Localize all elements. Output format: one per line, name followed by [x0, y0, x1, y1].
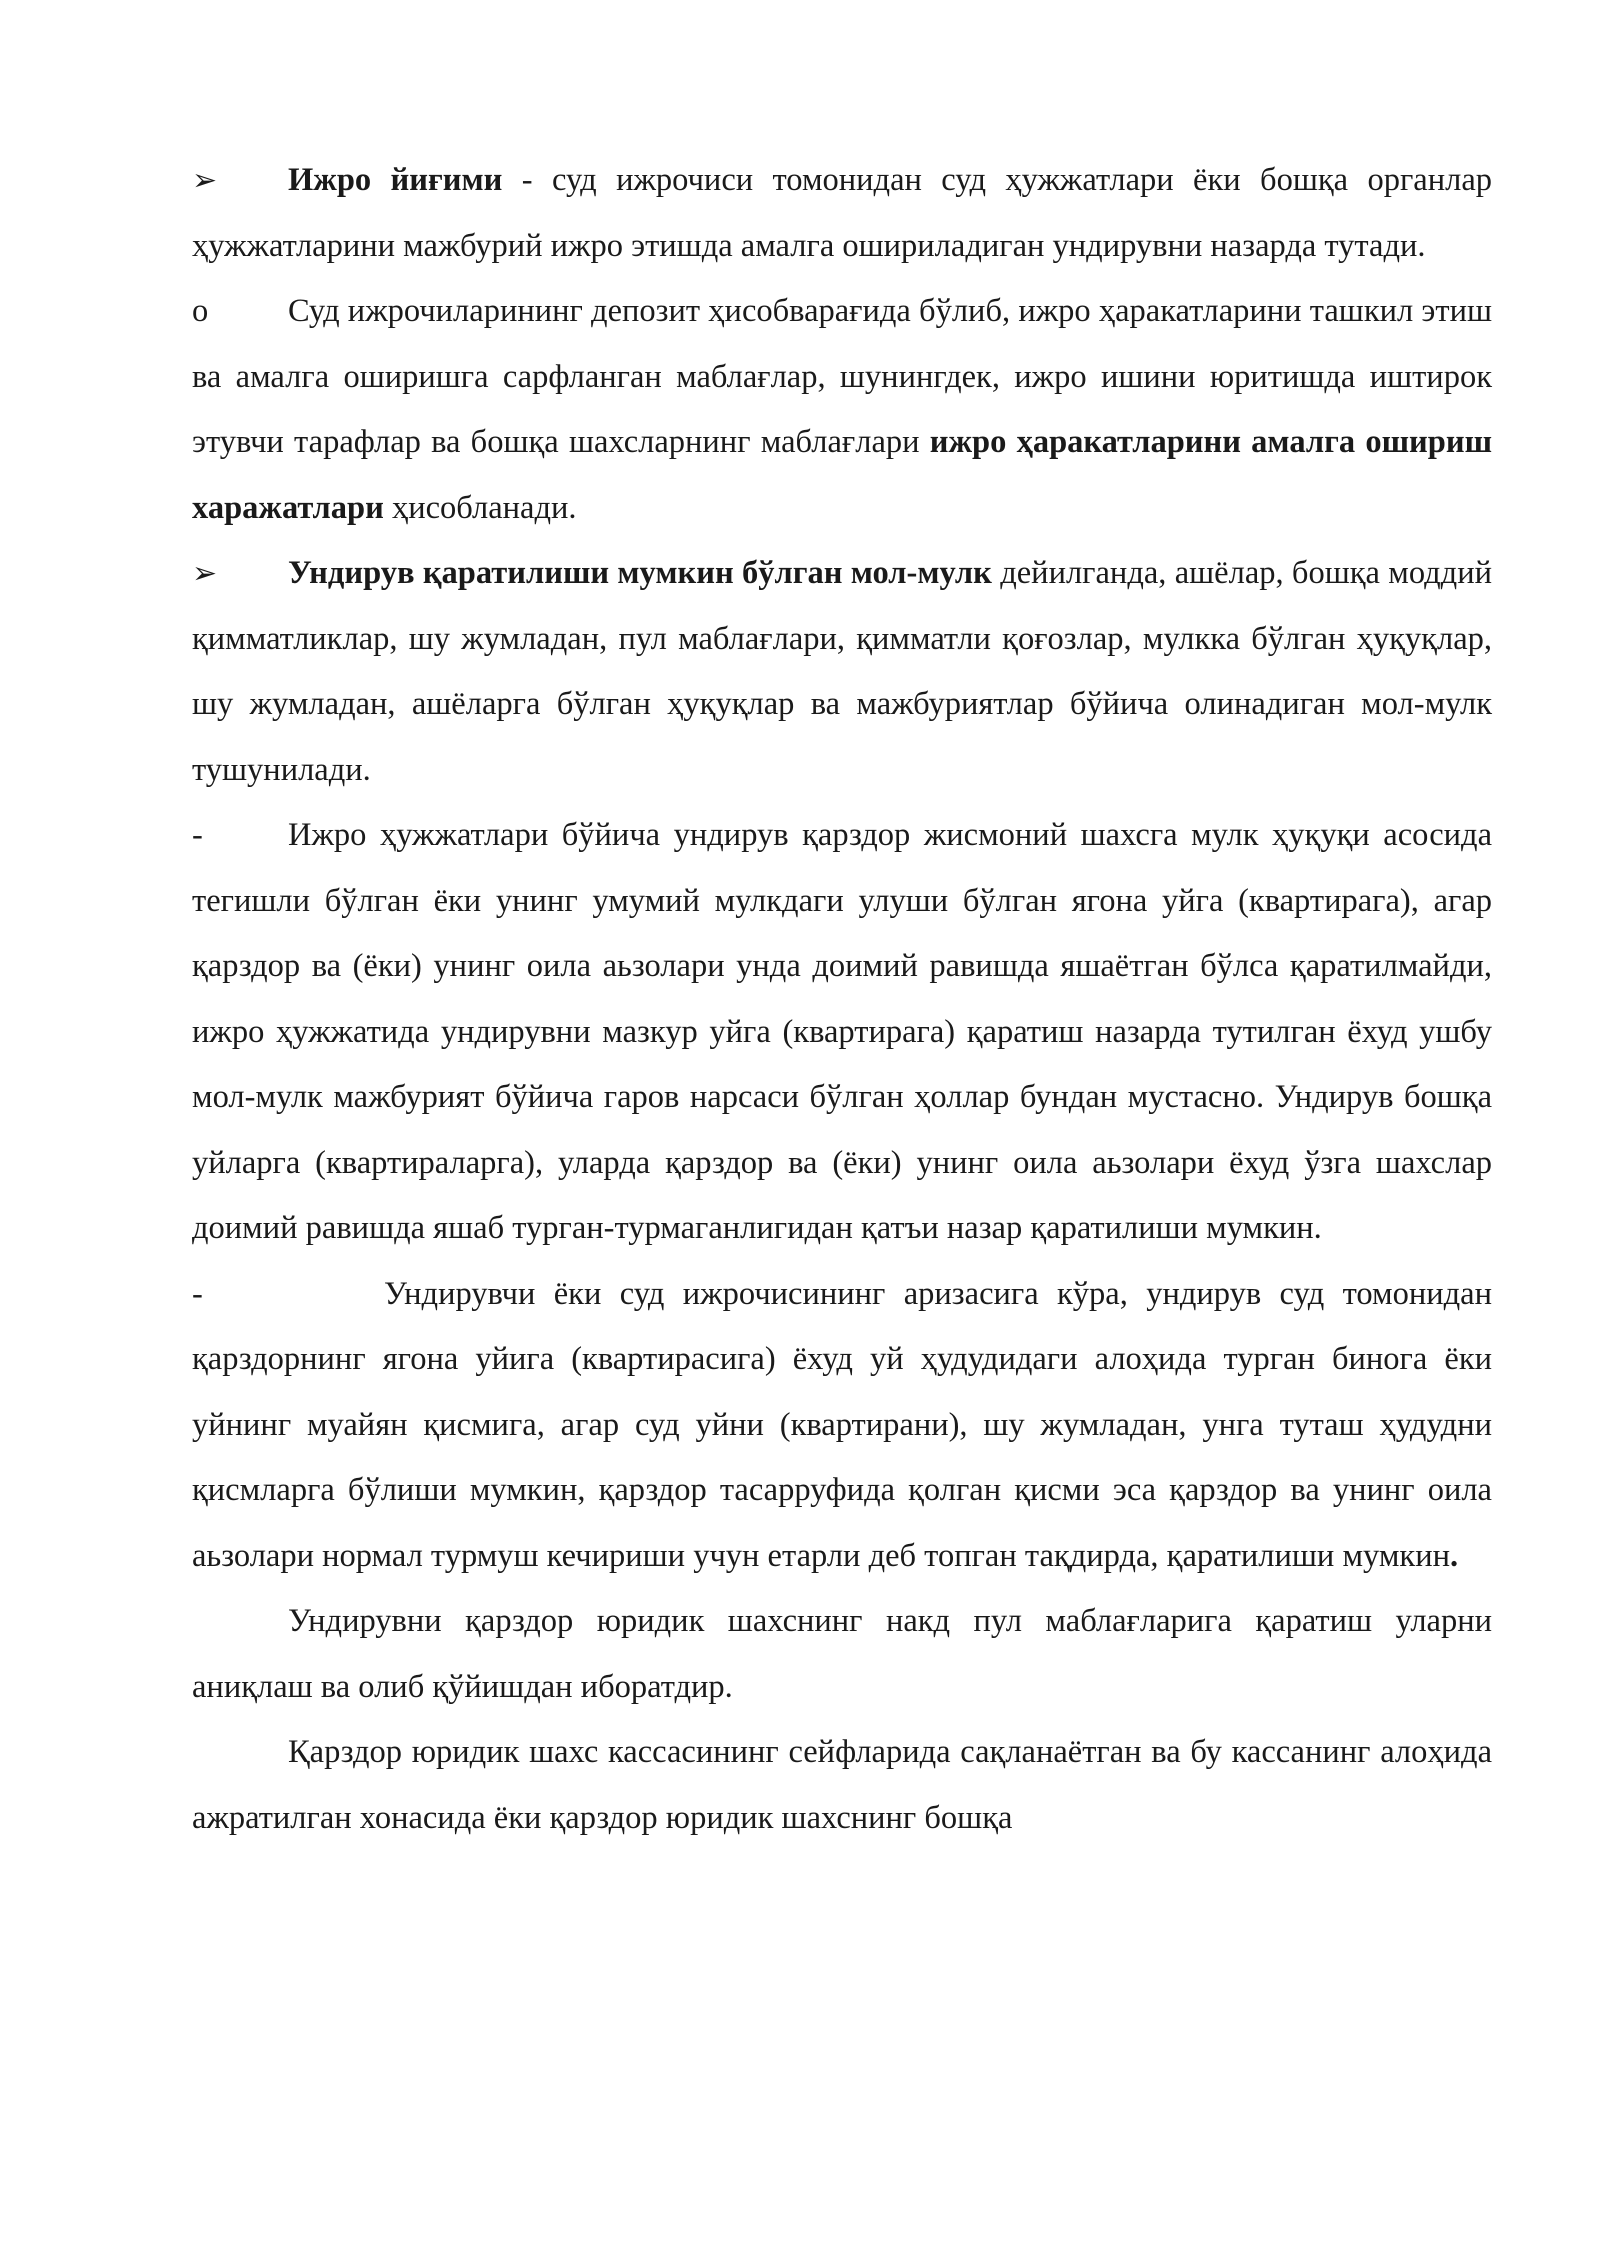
paragraph-execution-fee: [192, 148, 1492, 279]
paragraph-recoverable-property: [192, 541, 1492, 803]
term-execution-expenses: ижро ҳаракатларини амалга ошириш харажатлари: [192, 424, 1493, 526]
paragraph-cash-desk: Қарздор юридик шахс кассасининг сейфларида сақланаётган ва бу кассанинг алоҳида ажратилган хонасида ёки қарздор юридик шахснинг бошқа: [192, 1734, 1492, 1836]
dash-bullet: -: [192, 817, 203, 853]
property-definition-text: дейилганда, ашёлар, бошқа моддий қимматликлар, шу жумладан, пул маблағлари, қимматли қоғозлар, мулкка бўлган ҳуқуқлар, шу жумладан, ашёларга бўлган ҳуқуқлар ва мажбуриятлар бўйича олинадиган мол-мулк тушунилади.: [192, 555, 1492, 788]
court-recovery-period: .: [1449, 1537, 1459, 1574]
court-recovery-text: Ундирувчи ёки суд ижрочисининг аризасига кўра, ундирув суд томонидан қарздорнинг ягона уйига (квартирасига) ёхуд уй ҳудудидаги алоҳида турган бинога ёки уйнинг муайян қисмига, агар суд уйни (квартирани), шу жумладан, унга туташ ҳудудни қисмларга бўлиши мумкин, қарздор тасарруфида қолган қисми эса қарздор ва унинг оила аьзолари нормал турмуш кечириши учун етарли деб топган тақдирда, қаратилиши мумкин: [192, 1275, 1492, 1574]
document-page: [192, 148, 1492, 1851]
paragraph-single-dwelling: [192, 803, 1492, 1262]
single-dwelling-text: Ижро ҳужжатлари бўйича ундирув қарздор жисмоний шахсга мулк ҳуқуқи асосида тегишли бўлган ёки унинг умумий мулкдаги улуши бўлган ягона уйга (квартирага), агар қарздор ва (ёки) унинг оила аьзолари унда доимий равишда яшаётган бўлса қаратилмайди, ижро ҳужжатида ундирувни мазкур уйга (квартирага) қаратиш назарда тутилган ёхуд ушбу мол-мулк мажбурият бўйича гаров нарсаси бўлган ҳоллар бундан мустасно. Ундирув бошқа уйларга (квартираларга), уларда қарздор ва (ёки) унинг оила аьзолари ёхуд ўзга шахслар доимий равишда яшаб турган-турмаганлигидан қатъи назар қаратилиши мумкин.: [192, 817, 1492, 1246]
expenses-tail: ҳисобланади.: [383, 489, 577, 526]
dash-bullet: -: [192, 1275, 203, 1312]
arrow-bullet-icon: ➢: [192, 163, 218, 198]
paragraph-court-recovery: [192, 1262, 1492, 1590]
expenses-text: Суд ижрочиларининг депозит ҳисобварағида бўлиб, ижро ҳаракатларини ташкил этиш ва амалга оширишга сарфланган маблағлар, шунингдек, ижро ишини юритишда иштирок этувчи тарафлар ва бошқа шахсларнинг маблағлари: [192, 293, 1492, 460]
paragraph-execution-expenses: [192, 279, 1492, 541]
definition-text: - суд ижрочиси томонидан суд ҳужжатлари ёки бошқа органлар ҳужжатларини мажбурий ижро этишда амалга ошириладиган ундирувни назарда тутади.: [192, 162, 1492, 264]
arrow-bullet-icon: ➢: [192, 556, 218, 591]
paragraph-cash-funds: Ундирувни қарздор юридик шахснинг накд пул маблағларига қаратиш уларни аниқлаш ва олиб қўйишдан иборатдир.: [192, 1603, 1492, 1705]
circle-bullet-icon: o: [192, 293, 209, 329]
term-execution-fee: Ижро йиғими: [288, 162, 503, 198]
term-recoverable-property: Ундирув қаратилиши мумкин бўлган мол-мулк: [288, 555, 992, 591]
